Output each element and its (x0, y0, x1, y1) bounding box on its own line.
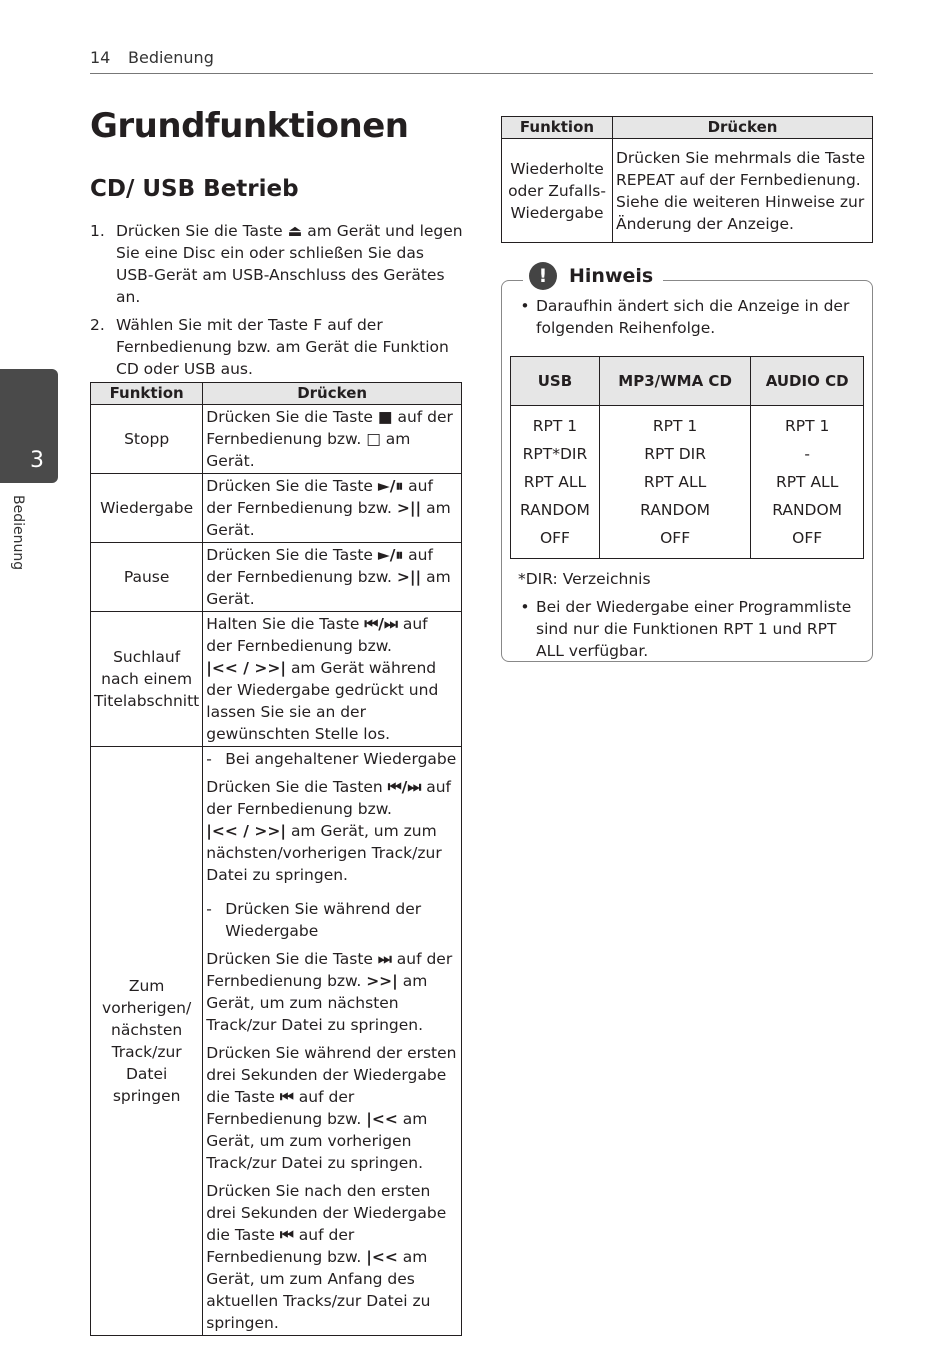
steps-list (90, 220, 465, 386)
eject-icon: ⏏ (287, 222, 303, 240)
play-pause-device-icon: >|| (396, 568, 422, 586)
note-title: Hinweis (569, 265, 654, 287)
stop-icon: ■ (377, 408, 393, 426)
prev-device-icon: |<< (366, 1248, 398, 1266)
table-header: MP3/WMA CD (599, 357, 750, 406)
skip-device-icon: |<< / >>| (206, 822, 286, 840)
header-rule (90, 73, 873, 74)
warning-icon: ! (529, 262, 557, 290)
key-f: F (312, 316, 323, 334)
table-header: Drücken (203, 383, 462, 405)
page-title: Grundfunktionen (90, 106, 409, 146)
table-header: USB (511, 357, 600, 406)
table-header: Funktion (91, 383, 203, 405)
prev-device-icon: |<< (366, 1110, 398, 1128)
step-2: 2. Wählen Sie mit der Taste F auf der Fernbedienung bzw. am Gerät die Funktion CD oder USB aus. (90, 316, 449, 378)
table-header: Drücken (613, 117, 873, 139)
table-row: Suchlauf nach einem Titelabschnitt Halten Sie die Taste ⏮/⏭ auf der Fernbedienung bzw. |<< / >>| am Gerät während der Wiedergabe gedrückt und lassen Sie sie an der gewünschten Stelle los. (91, 612, 462, 747)
table-header: AUDIO CD (751, 357, 864, 406)
page-number: 14 (90, 48, 111, 67)
repeat-table (501, 116, 873, 243)
header-section: Bedienung (128, 48, 214, 67)
play-pause-icon: ►/⏸ (377, 477, 404, 495)
function-table (90, 382, 462, 1336)
table-row: Wiedergabe Drücken Sie die Taste ►/⏸ auf der Fernbedienung bzw. >|| am Gerät. (91, 474, 462, 543)
play-pause-icon: ►/⏸ (377, 546, 404, 564)
note-bullet: • Daraufhin ändert sich die Anzeige in der folgenden Reihenfolge. (520, 297, 850, 337)
note-header (523, 262, 663, 290)
next-device-icon: >>| (366, 972, 398, 990)
side-tab-number: 3 (30, 448, 44, 473)
table-row: Pause Drücken Sie die Taste ►/⏸ auf der Fernbedienung bzw. >|| am Gerät. (91, 543, 462, 612)
skip-icon: ⏮/⏭ (364, 615, 398, 633)
step-1: 1. Drücken Sie die Taste ⏏ am Gerät und legen Sie eine Disc ein oder schließen Sie das USB-Gerät am USB-Anschluss des Gerätes an. (90, 222, 463, 306)
table-row: RPT 1 RPT*DIR RPT ALL RANDOM OFF RPT 1 RPT DIR RPT ALL RANDOM OFF RPT 1 - RPT ALL RANDOM OFF (511, 406, 864, 559)
note-bullet: • Bei der Wiedergabe einer Programmliste sind nur die Funktionen RPT 1 und RPT ALL verfügbar. (520, 598, 852, 660)
section-title: CD/ USB Betrieb (90, 176, 299, 202)
play-pause-device-icon: >|| (396, 499, 422, 517)
table-row: Stopp Drücken Sie die Taste ■ auf der Fernbedienung bzw. □ am Gerät. (91, 405, 462, 474)
table-header: Funktion (502, 117, 613, 139)
next-icon: ⏭ (377, 950, 392, 968)
skip-device-icon: |<< / >>| (206, 659, 286, 677)
prev-icon: ⏮ (279, 1088, 294, 1106)
stop-outline-icon: □ (366, 430, 381, 448)
repeat-mode-table (510, 356, 864, 559)
table-row: Zum vorherigen/ nächsten Track/zur Datei springen - Bei angehaltener Wiedergabe Drücken Sie die Tasten ⏮/⏭ auf der Fernbedienung bzw. |<< / >>| am Gerät, um zum nächsten/vorherigen Track/zur Datei zu springen. - Drücken Sie während der Wiedergabe Drücken Sie die Taste ⏭ auf der Fernbedienung bzw. >>| am Gerät, um zum nächsten Track/zur Datei zu springen. Drücken Sie während der ersten drei Sekunden der Wiedergabe die Taste ⏮ auf der Fernbedienung bzw. |<< am Gerät, um zum vorherigen Track/zur Datei zu springen. Drücken Sie nach den ersten drei Sekunden der Wiedergabe die Taste ⏮ auf der Fernbedienung bzw. |<< am Gerät, um zum Anfang des aktuellen Tracks/zur Datei zu springen. (91, 747, 462, 1336)
repeat-key: REPEAT (616, 170, 675, 189)
side-tab-label: Bedienung (10, 495, 26, 571)
prev-icon: ⏮ (279, 1226, 294, 1244)
dir-footnote: *DIR: Verzeichnis (518, 570, 651, 588)
skip-icon: ⏮/⏭ (387, 778, 422, 796)
table-row: Wiederholte oder Zufalls-Wiedergabe Drücken Sie mehrmals die Taste REPEAT auf der Fernbedienung. Siehe die weiteren Hinweise zur Änderung der Anzeige. (502, 139, 873, 243)
